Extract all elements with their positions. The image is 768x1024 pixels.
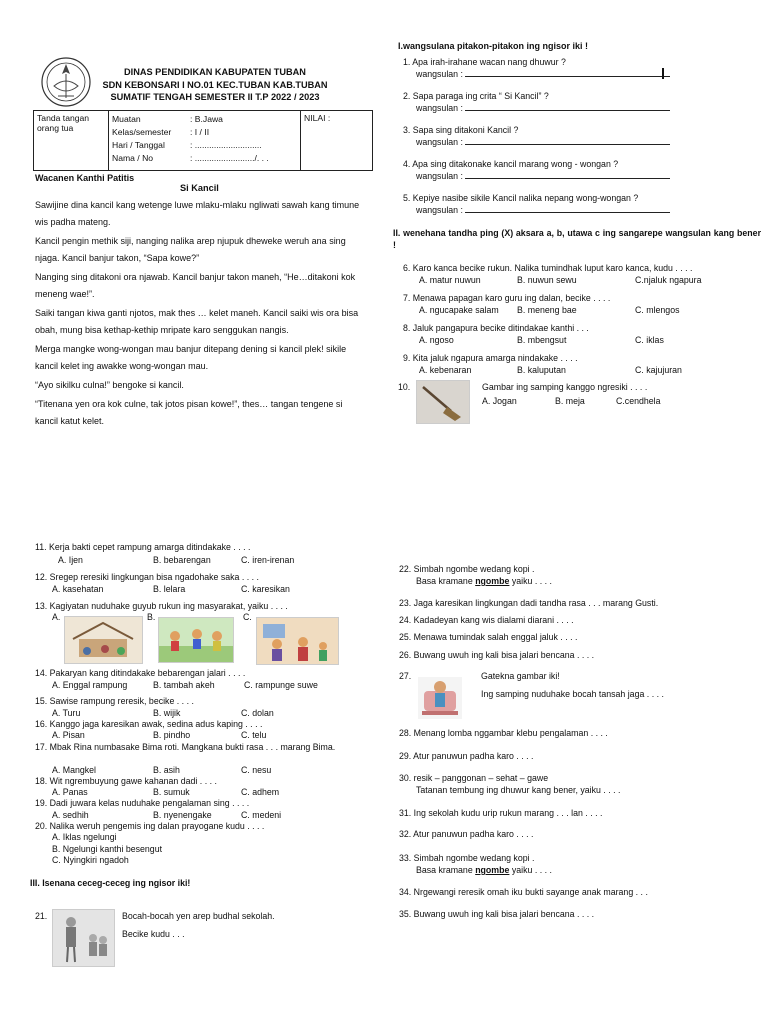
question-3: 3. Sapa sing ditakoni Kancil ? bbox=[403, 125, 519, 135]
question-6: 6. Karo kanca becike rukun. Nalika tumindhak luput karo kanca, kudu . . . . bbox=[403, 263, 693, 273]
section-1-title: I.wangsulana pitakon-pitakon ing ngisor iki ! bbox=[398, 41, 589, 51]
parent-signature-cell[interactable] bbox=[34, 111, 109, 171]
question-18: 18. Wit ngrembuyung gawe kahanan dadi . . . . bbox=[35, 776, 217, 786]
story-paragraph: Nanging sing ditakoni ora njawab. Kancil banjur takon maneh, “He…ditakoni kok meneng wae!”. bbox=[35, 272, 356, 299]
option-6b[interactable]: B. nuwun sewu bbox=[517, 275, 577, 285]
option-6a[interactable]: A. matur nuwun bbox=[419, 275, 481, 285]
image-27-child bbox=[418, 677, 462, 719]
question-12: 12. Sregep reresiki lingkungan bisa ngadohake saka . . . . bbox=[35, 572, 259, 582]
option-12c[interactable]: C. karesikan bbox=[241, 584, 290, 594]
option-6c[interactable]: C.njaluk ngapura bbox=[635, 275, 702, 285]
option-16a[interactable]: A. Pisan bbox=[52, 730, 85, 740]
question-16: 16. Kanggo jaga karesikan awak, sedina adus kaping . . . . bbox=[35, 719, 263, 729]
question-33: 33. Simbah ngombe wedang kopi . bbox=[399, 853, 535, 863]
field-nama[interactable]: : ........................./. . . bbox=[190, 153, 269, 163]
option-17c[interactable]: C. nesu bbox=[241, 765, 272, 775]
option-15c[interactable]: C. dolan bbox=[241, 708, 274, 718]
value-muatan: : B.Jawa bbox=[190, 114, 223, 124]
story-title: Si Kancil bbox=[180, 183, 219, 193]
question-29: 29. Atur panuwun padha karo . . . . bbox=[399, 751, 534, 761]
question-35: 35. Buwang uwuh ing kali bisa jalari bencana . . . . bbox=[399, 909, 595, 919]
option-7b[interactable]: B. meneng bae bbox=[517, 305, 577, 315]
label-nama: Nama / No bbox=[112, 153, 154, 163]
question-27-line2: Ing samping nuduhake bocah tansah jaga . . . . bbox=[481, 689, 664, 699]
question-19: 19. Dadi juwara kelas nuduhake pengalaman sing . . . . bbox=[35, 798, 250, 808]
question-34: 34. Nrgewangi reresik omah iku bukti sayange anak marang . . . bbox=[399, 887, 648, 897]
option-19b[interactable]: B. nyenengake bbox=[153, 810, 212, 820]
question-14: 14. Pakaryan kang ditindakake bebarengan jalari . . . . bbox=[35, 668, 246, 678]
question-30: 30. resik – panggonan – sehat – gawe bbox=[399, 773, 549, 783]
question-5: 5. Kepiye nasibe sikile Kancil nalika nepang wong-wongan ? bbox=[403, 193, 639, 203]
label-kelas: Kelas/semester bbox=[112, 127, 172, 137]
sign-label: Tanda tangan orang tua bbox=[37, 113, 90, 133]
option-13c[interactable]: C. bbox=[243, 612, 252, 622]
answer-2-line[interactable]: wangsulan : bbox=[416, 103, 670, 115]
label-muatan: Muatan bbox=[112, 114, 141, 124]
answer-5-line[interactable]: wangsulan : bbox=[416, 205, 670, 217]
label-hari: Hari / Tanggal bbox=[112, 140, 165, 150]
option-20b[interactable]: B. Ngelungi kanthi besengut bbox=[52, 844, 163, 854]
option-18a[interactable]: A. Panas bbox=[52, 787, 88, 797]
option-10a[interactable]: A. Jogan bbox=[482, 396, 517, 406]
story-paragraph: Sawijine dina kancil kang wetenge luwe mlaku-mlaku ngliwati sawah kang timune wis padha mateng. bbox=[35, 200, 360, 227]
answer-1-line[interactable]: wangsulan : bbox=[416, 69, 670, 81]
question-11: 11. Kerja bakti cepet rampung amarga ditindakake . . . . bbox=[35, 542, 251, 552]
option-13a[interactable]: A. bbox=[52, 612, 61, 622]
option-13b[interactable]: B. bbox=[147, 612, 156, 622]
field-hari[interactable]: : ............................ bbox=[190, 140, 262, 150]
option-17b[interactable]: B. asih bbox=[153, 765, 180, 775]
option-16c[interactable]: C. telu bbox=[241, 730, 267, 740]
question-10: Gambar ing samping kanggo ngresiki . . . . bbox=[482, 382, 648, 392]
question-13: 13. Kagiyatan nuduhake guyub rukun ing masyarakat, yaiku . . . . bbox=[35, 601, 288, 611]
question-25: 25. Menawa tumindak salah enggal jaluk . . . . bbox=[399, 632, 578, 642]
header-line3: SUMATIF TENGAH SEMESTER II T.P 2022 / 2023 bbox=[110, 92, 320, 102]
image-21-children bbox=[52, 909, 115, 967]
option-19c[interactable]: C. medeni bbox=[241, 810, 282, 820]
question-31: 31. Ing sekolah kudu urip rukun marang . . . lan . . . . bbox=[399, 808, 603, 818]
student-info-table bbox=[33, 110, 373, 171]
question-9: 9. Kita jaluk ngapura amarga nindakake . . . . bbox=[403, 353, 578, 363]
story-section-title: Wacanen Kanthi Patitis bbox=[35, 173, 135, 183]
text-cursor bbox=[662, 68, 664, 79]
story-paragraph: “Ayo sikilku culna!” bengoke si kancil. bbox=[35, 380, 184, 390]
image-13b-cleaning bbox=[158, 617, 234, 663]
story-paragraph: Saiki tangan kiwa ganti njotos, mak thes … kelet maneh. Kancil saiki wis ora bisa obah, mung bisa kethap-kethip mripate karo senggukan nangis. bbox=[35, 308, 359, 335]
nilai-cell[interactable] bbox=[301, 111, 373, 171]
question-1: 1. Apa irah-irahane wacan nang dhuwur ? bbox=[403, 57, 566, 67]
question-21-line2: Becike kudu . . . bbox=[122, 929, 185, 939]
option-8a[interactable]: A. ngoso bbox=[419, 335, 454, 345]
story-body bbox=[35, 197, 360, 432]
question-32: 32. Atur panuwun padha karo . . . . bbox=[399, 829, 534, 839]
question-2: 2. Sapa paraga ing crita “ Si Kancil” ? bbox=[403, 91, 549, 101]
image-13a-building bbox=[64, 616, 143, 664]
question-21-line1: Bocah-bocah yen arep budhal sekolah. bbox=[122, 911, 275, 921]
question-28: 28. Menang lomba nggambar klebu pengalaman . . . . bbox=[399, 728, 608, 738]
option-9c[interactable]: C. kajujuran bbox=[635, 365, 682, 375]
nilai-label: NILAI : bbox=[304, 113, 331, 123]
option-19a[interactable]: A. sedhih bbox=[52, 810, 89, 820]
option-11a[interactable]: A. Ijen bbox=[58, 555, 83, 565]
option-18c[interactable]: C. adhem bbox=[241, 787, 280, 797]
option-14a[interactable]: A. Enggal rampung bbox=[52, 680, 128, 690]
option-11c[interactable]: C. iren-irenan bbox=[241, 555, 295, 565]
question-15: 15. Sawise rampung reresik, becike . . . . bbox=[35, 696, 194, 706]
option-12a[interactable]: A. kasehatan bbox=[52, 584, 104, 594]
section-3-title: III. Isenana ceceg-ceceg ing ngisor iki! bbox=[30, 878, 191, 888]
school-logo bbox=[40, 56, 92, 108]
option-17a[interactable]: A. Mangkel bbox=[52, 765, 97, 775]
option-10c[interactable]: C.cendhela bbox=[616, 396, 661, 406]
option-14c[interactable]: C. rampunge suwe bbox=[244, 680, 318, 690]
question-4: 4. Apa sing ditakonake kancil marang wong - wongan ? bbox=[403, 159, 619, 169]
question-26: 26. Buwang uwuh ing kali bisa jalari bencana . . . . bbox=[399, 650, 595, 660]
question-7: 7. Menawa papagan karo guru ing dalan, becike . . . . bbox=[403, 293, 611, 303]
question-22: 22. Simbah ngombe wedang kopi . bbox=[399, 564, 535, 574]
option-12b[interactable]: B. lelara bbox=[153, 584, 186, 594]
question-33-line2: Basa kramane ngombe yaiku . . . . bbox=[416, 865, 552, 875]
option-8b[interactable]: B. mbengsut bbox=[517, 335, 567, 345]
question-8: 8. Jaluk pangapura becike ditindakae kanthi . . . bbox=[403, 323, 589, 333]
story-paragraph: “Titenana yen ora kok culne, tak jotos pisan kowe!”, thes… tangan tengene si kancil katut kelet. bbox=[35, 399, 343, 426]
image-13c-family bbox=[256, 617, 339, 665]
question-21-number: 21. bbox=[35, 911, 48, 921]
question-22-line2: Basa kramane ngombe yaiku . . . . bbox=[416, 576, 552, 586]
question-24: 24. Kadadeyan kang wis dialami diarani . . . . bbox=[399, 615, 574, 625]
question-27-line1: Gatekna gambar iki! bbox=[481, 671, 560, 681]
option-16b[interactable]: B. pindho bbox=[153, 730, 191, 740]
question-10-number: 10. bbox=[398, 382, 411, 392]
section-2-title: II. wenehana tandha ping (X) aksara a, b, utawa c ing sangarepe wangsulan kang bener ! bbox=[393, 228, 761, 250]
broom-image bbox=[416, 380, 470, 424]
option-11b[interactable]: B. bebarengan bbox=[153, 555, 211, 565]
option-8c[interactable]: C. iklas bbox=[635, 335, 664, 345]
question-30-line2: Tatanan tembung ing dhuwur kang bener, yaiku . . . . bbox=[416, 785, 621, 795]
option-9a[interactable]: A. kebenaran bbox=[419, 365, 472, 375]
question-20: 20. Nalika weruh pengemis ing dalan prayogane kudu . . . . bbox=[35, 821, 265, 831]
option-14b[interactable]: B. tambah akeh bbox=[153, 680, 215, 690]
option-9b[interactable]: B. kaluputan bbox=[517, 365, 566, 375]
question-27-number: 27. bbox=[399, 671, 412, 681]
option-18b[interactable]: B. sumuk bbox=[153, 787, 190, 797]
option-15b[interactable]: B. wijik bbox=[153, 708, 181, 718]
option-15a[interactable]: A. Turu bbox=[52, 708, 81, 718]
option-20a[interactable]: A. Iklas ngelungi bbox=[52, 832, 117, 842]
value-kelas: : I / II bbox=[190, 127, 210, 137]
question-23: 23. Jaga karesikan lingkungan dadi tandha rasa . . . marang Gusti. bbox=[399, 598, 659, 608]
answer-3-line[interactable]: wangsulan : bbox=[416, 137, 670, 149]
question-17: 17. Mbak Rina numbasake Bima roti. Mangkana bukti rasa . . . marang Bima. bbox=[35, 742, 336, 752]
story-paragraph: Merga mangke wong-wongan mau banjur ditepang dening si kancil plek! sikile kancil kelet ing awakke wong-wongan mau. bbox=[35, 344, 347, 371]
answer-4-line[interactable]: wangsulan : bbox=[416, 171, 670, 183]
header-line2: SDN KEBONSARI I NO.01 KEC.TUBAN KAB.TUBAN bbox=[102, 79, 328, 90]
option-7a[interactable]: A. ngucapake salam bbox=[419, 305, 499, 315]
option-20c[interactable]: C. Nyingkiri ngadoh bbox=[52, 855, 129, 865]
header-line1: DINAS PENDIDIKAN KABUPATEN TUBAN bbox=[124, 67, 306, 77]
story-paragraph: Kancil pengin methik siji, nanging nalika arep njupuk dheweke weruh ana sing njaga. Kancil banjur takon, “Sapa kowe?” bbox=[35, 236, 346, 263]
option-10b[interactable]: B. meja bbox=[555, 396, 585, 406]
option-7c[interactable]: C. mlengos bbox=[635, 305, 680, 315]
